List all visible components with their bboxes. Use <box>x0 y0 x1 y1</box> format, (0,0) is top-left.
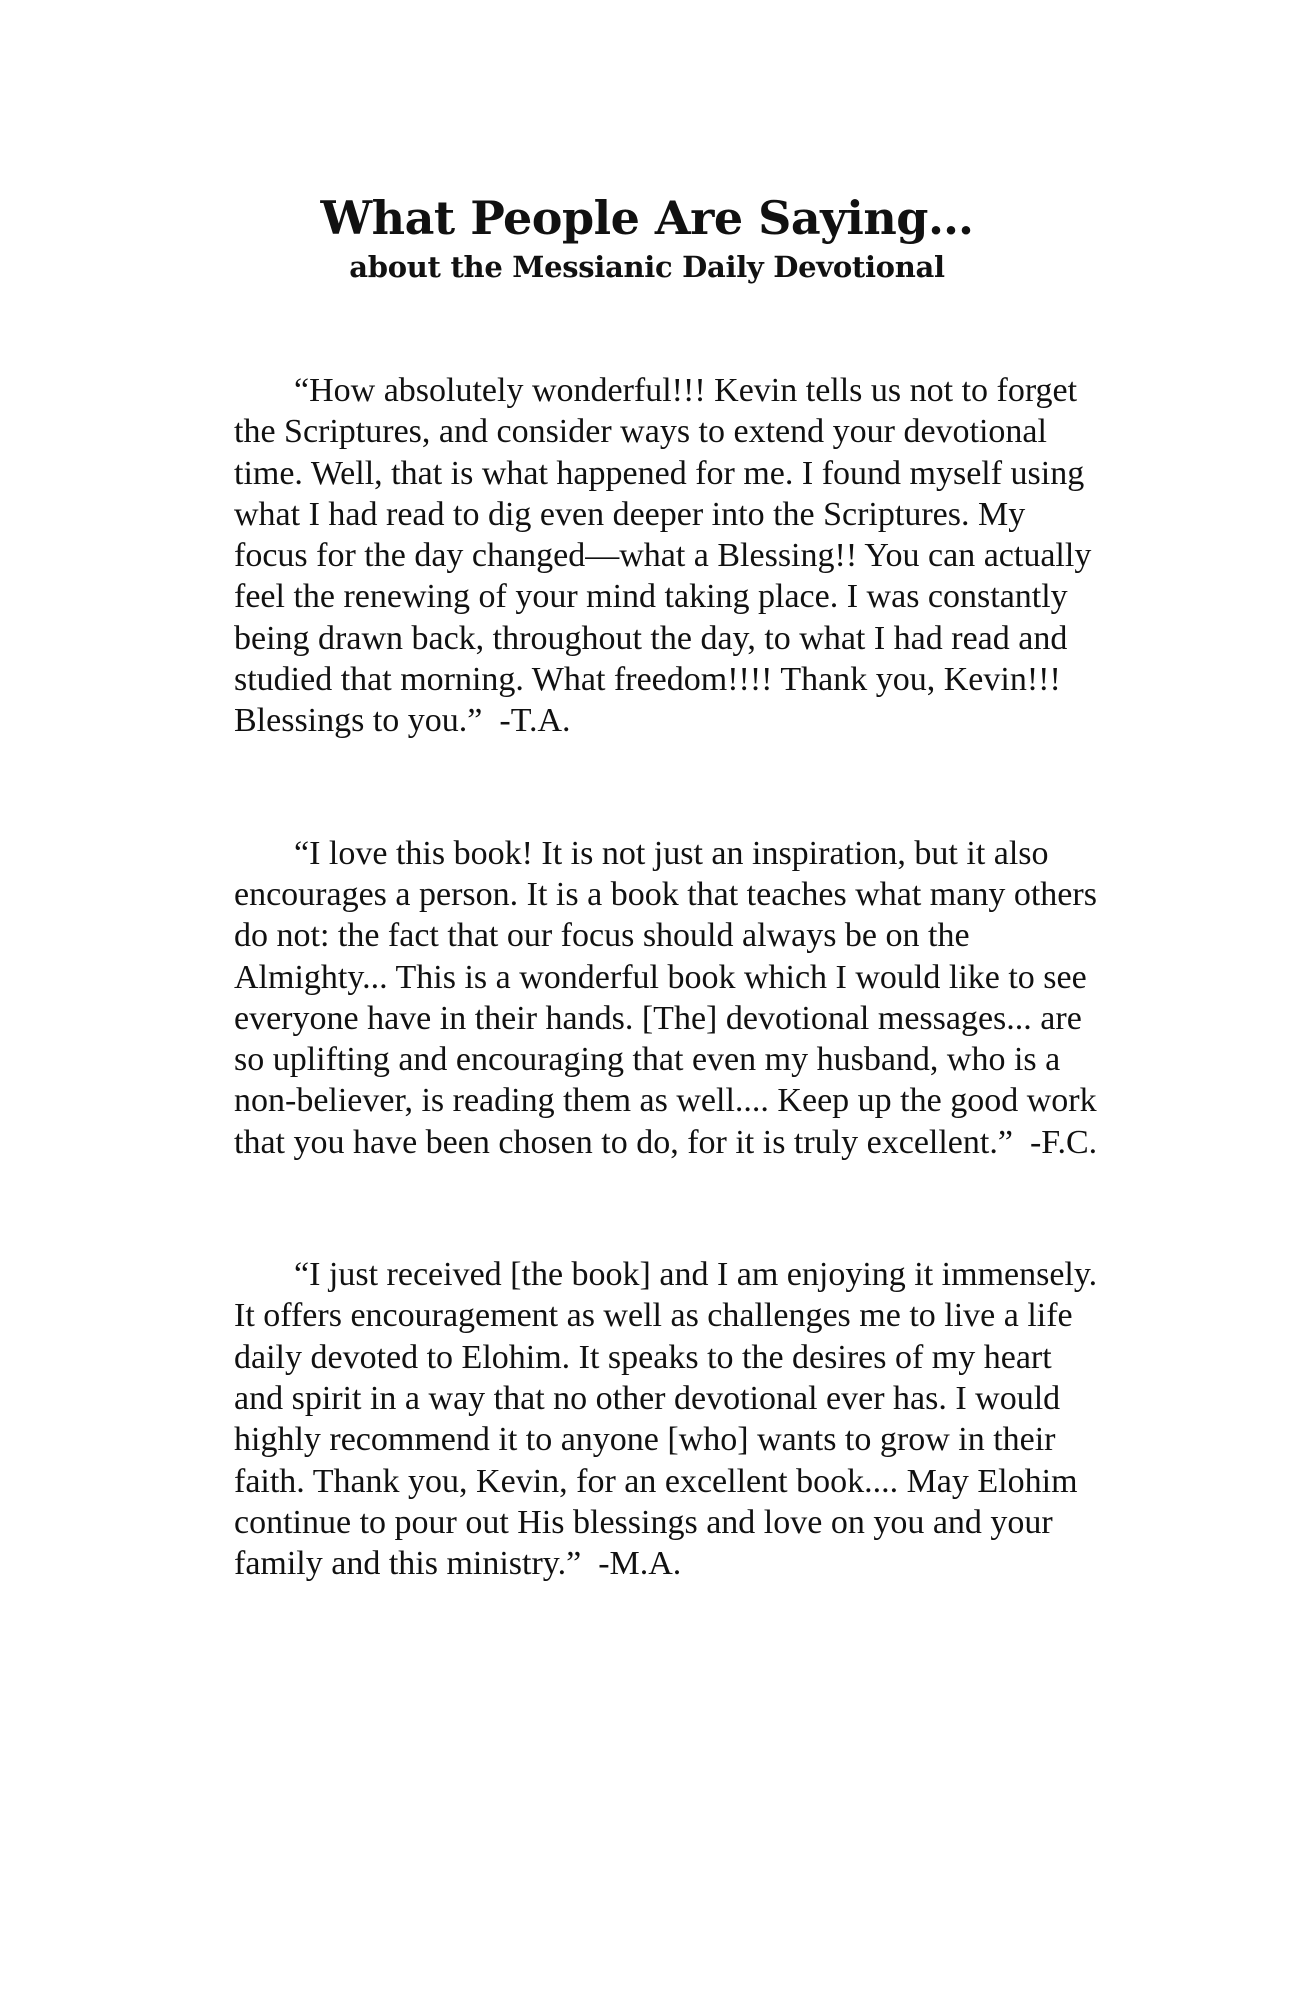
testimonial-quote: “How absolutely wonderful!!! Kevin tells us not to forget the Scriptures, and consider ways to extend your devotional time. Well, that is what happened for me. I found myself using what I had read to dig even deeper into the Scriptures. My focus for the day changed—what a Blessing!! You can actually feel the renewing of your mind taking place. I was constantly being drawn back, throughout the day, to what I had read and studied that morning. What freedom!!!! Thank you, Kevin!!! Blessings to you.” <box>234 372 1092 740</box>
testimonial-author: -F.C. <box>1029 1123 1098 1161</box>
page-subtitle: about the Messianic Daily Devotional <box>349 250 945 284</box>
testimonials-list <box>234 370 1104 1584</box>
testimonial-paragraph <box>234 370 1104 742</box>
testimonial-paragraph <box>234 1254 1104 1584</box>
title-block <box>0 190 1294 286</box>
testimonial-author: -T.A. <box>499 702 571 740</box>
testimonial-quote: “I love this book! It is not just an inspiration, but it also encourages a person. It is a book that teaches what many others do not: the fact that our focus should always be on the Almighty... This is a wonderful book which I would like to see everyone have in their hands. [The] devotional messages... are so uplifting and encouraging that even my husband, who is a non-believer, is reading them as well.... Keep up the good work that you have been chosen to do, for it is truly excellent.” <box>234 834 1097 1161</box>
testimonial-paragraph <box>234 833 1104 1163</box>
testimonial-author: -M.A. <box>598 1545 682 1583</box>
page-title: What People Are Saying… <box>320 191 974 245</box>
testimonial-quote: “I just received [the book] and I am enjoying it immensely. It offers encouragement as well as challenges me to live a life daily devoted to Elohim. It speaks to the desires of my heart and spirit in a way that no other devotional ever has. I would highly recommend it to anyone [who] wants to grow in their faith. Thank you, Kevin, for an excellent book.... May Elohim continue to pour out His blessings and love on you and your family and this ministry.” <box>234 1256 1098 1583</box>
